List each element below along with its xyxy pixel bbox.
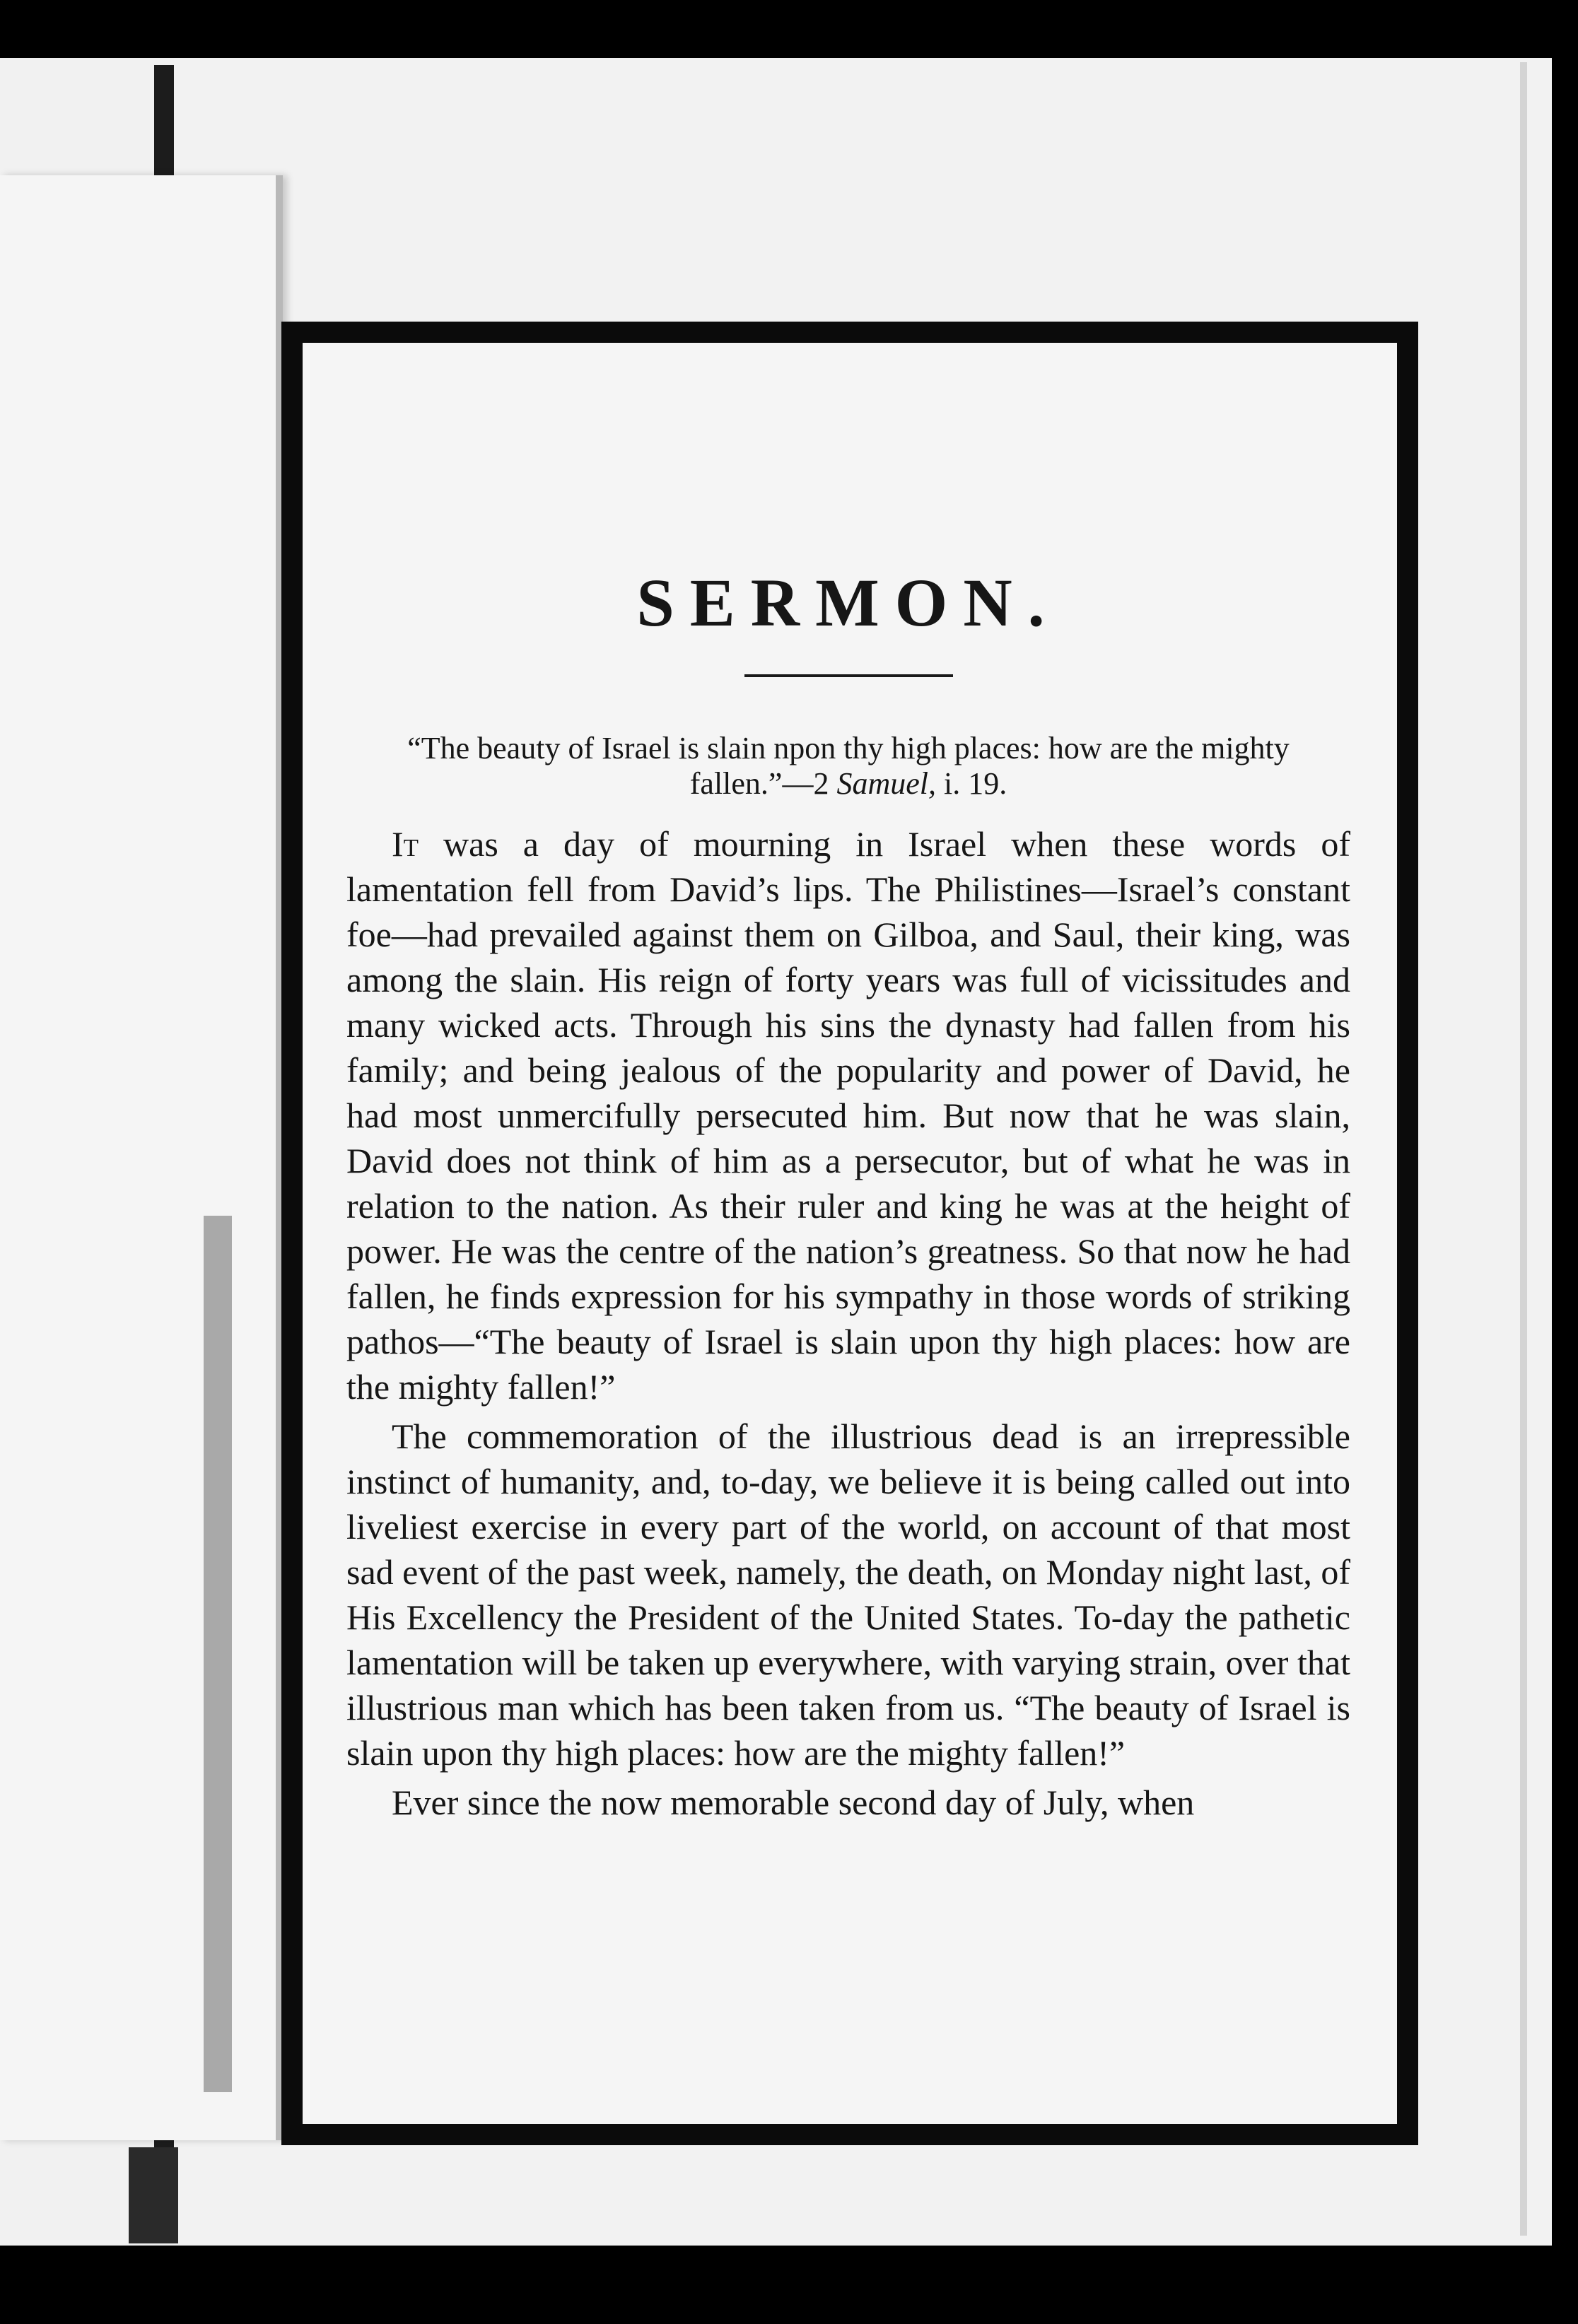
paragraph-1-text: was a day of mourning in Israel when these words of lamentation fell from David’s lips. The Philistines—Israel’s constant foe—had prevailed against them on Gilboa, and Saul, their king, was among the slain. His reign of forty years was full of vicissitudes and many wicked acts. Through his sins the dynasty had fallen from his family; and being jealous of the popularity and power of David, he had most unmercifully persecuted him. But now that he was slain, David does not think of him as a persecutor, but of what he was in relation to the nation. As their ruler and king he was at the height of power. He was the centre of the nation’s greatness. So that now he had fallen, he finds expression for his sympathy in those words of striking pathos—“The beauty of Israel is slain upon thy high places: how are the mighty fallen!” (346, 823, 1351, 1407)
epigraph-citation: i. 19. (944, 765, 1007, 801)
page-edge (1520, 62, 1527, 2236)
sermon-text-block (346, 565, 1350, 1825)
epigraph (346, 731, 1350, 802)
paragraph-2-text: The commemoration of the illustrious dead is an irrepressible instinct of humanity, and, to-day, we believe it is being called out into liveliest exercise in every part of the world, on account of that most sad event of the past week, namely, the death, on Monday night last, of His Excellency the President of the United States. To-day the pathetic lamentation will be taken up everywhere, with varying strain, over that illustrious man which has been taken from us. “The beauty of Israel is slain upon thy high places: how are the mighty fallen!” (346, 1416, 1350, 1773)
title-rule (744, 674, 953, 677)
paragraph-2 (346, 1414, 1350, 1776)
flap-shadow (204, 1216, 232, 2092)
paragraph-1 (346, 821, 1350, 1409)
folded-flap (0, 175, 283, 2140)
epigraph-quote: “The beauty of Israel is slain npon thy high places: how are the mighty fallen.”—2 (407, 730, 1290, 801)
paragraph-3 (346, 1780, 1350, 1825)
page-title: SERMON. (636, 565, 1060, 640)
paragraph-3-text: Ever since the now memorable second day of July, when (392, 1782, 1195, 1822)
binding-tab (129, 2147, 178, 2243)
epigraph-reference: Samuel, (836, 765, 936, 801)
paragraph-lead-word: It (392, 823, 419, 864)
